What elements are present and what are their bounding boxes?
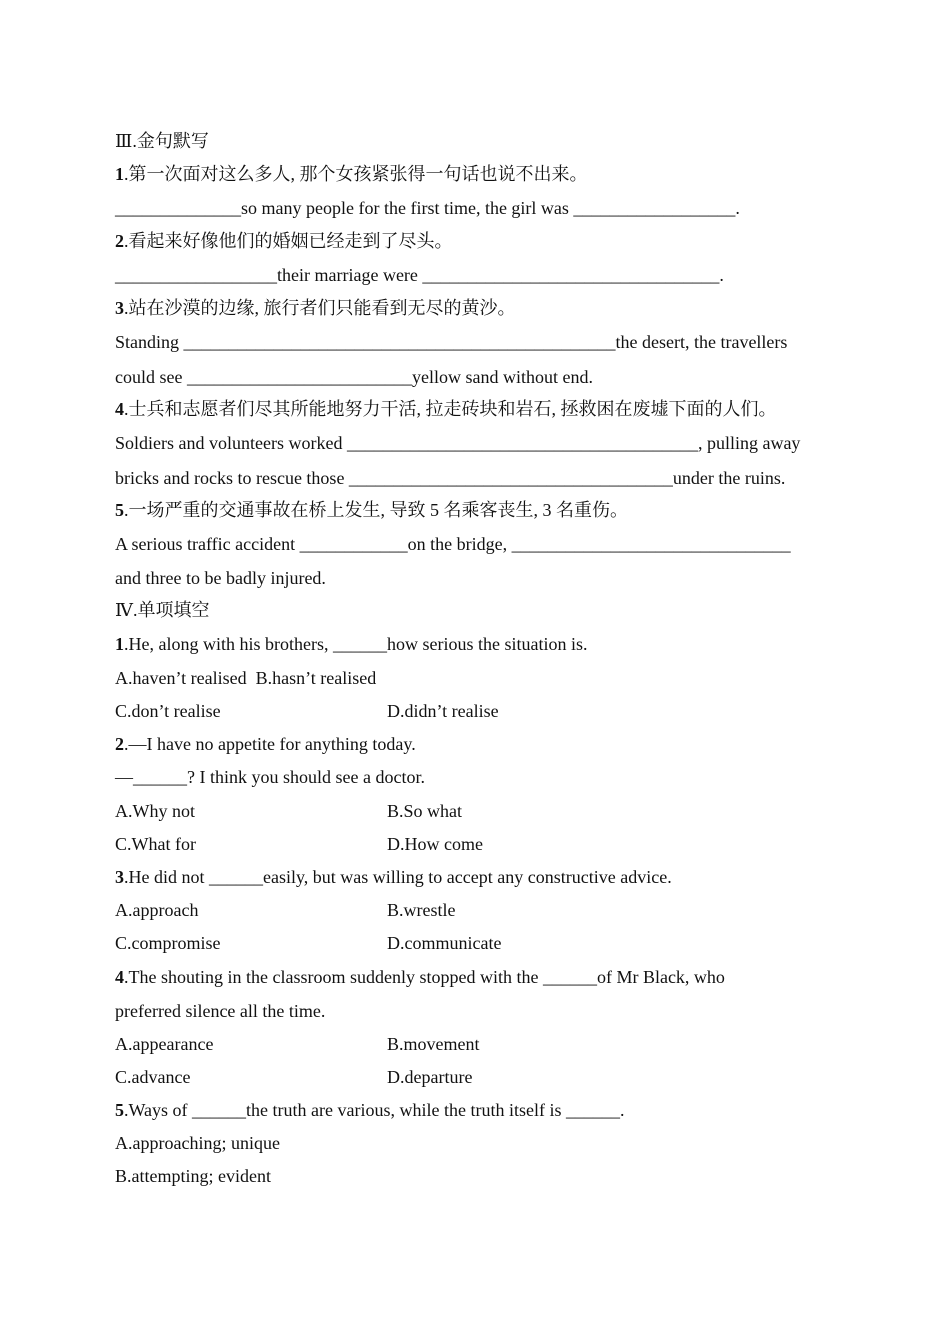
q4-stem bbox=[115, 965, 725, 989]
question-number: 5 bbox=[115, 1100, 124, 1120]
q5-stem bbox=[115, 1098, 624, 1122]
item-number: 2 bbox=[115, 231, 124, 251]
q1-options-ab: A.haven’t realised B.hasn’t realised bbox=[115, 668, 377, 688]
item-number: 4 bbox=[115, 399, 124, 419]
item-chinese: .士兵和志愿者们尽其所能地努力干活, 拉走砖块和岩石, 拯救困在废墟下面的人们。 bbox=[124, 399, 777, 419]
q1-option-d: D.didn’t realise bbox=[387, 701, 499, 721]
q5-option-a: A.approaching; unique bbox=[115, 1133, 280, 1153]
question-text: .—I have no appetite for anything today. bbox=[124, 734, 416, 754]
q4-option-b: B.movement bbox=[387, 1034, 480, 1054]
s3-item-4-en-2: bricks and rocks to rescue those ____________________________________under the ruins. bbox=[115, 468, 786, 488]
q1-stem bbox=[115, 632, 587, 656]
q2-option-c: C.What for bbox=[115, 834, 196, 854]
s3-item-5-en-1: A serious traffic accident ____________on the bridge, _______________________________ bbox=[115, 534, 791, 554]
item-number: 5 bbox=[115, 500, 124, 520]
s3-item-1-en: ______________so many people for the first time, the girl was __________________. bbox=[115, 198, 740, 218]
q2-stem-2: —______? I think you should see a doctor. bbox=[115, 767, 425, 787]
s3-item-2-en: __________________their marriage were _________________________________. bbox=[115, 265, 724, 285]
section-3-heading: Ⅲ.金句默写 bbox=[115, 131, 209, 151]
question-number: 3 bbox=[115, 867, 124, 887]
q1-option-c: C.don’t realise bbox=[115, 701, 221, 721]
question-number: 4 bbox=[115, 967, 124, 987]
s3-item-4-cn bbox=[115, 397, 777, 421]
question-text: .Ways of ______the truth are various, while the truth itself is ______. bbox=[124, 1100, 625, 1120]
question-text: .The shouting in the classroom suddenly stopped with the ______of Mr Black, who bbox=[124, 967, 725, 987]
item-chinese: .看起来好像他们的婚姻已经走到了尽头。 bbox=[124, 231, 453, 251]
q3-option-c: C.compromise bbox=[115, 933, 221, 953]
s3-item-5-en-2: and three to be badly injured. bbox=[115, 568, 326, 588]
item-number: 3 bbox=[115, 298, 124, 318]
item-number: 1 bbox=[115, 164, 124, 184]
q4-stem-2: preferred silence all the time. bbox=[115, 1001, 326, 1021]
question-text: .He did not ______easily, but was willing to accept any constructive advice. bbox=[124, 867, 672, 887]
q2-option-b: B.So what bbox=[387, 801, 463, 821]
q4-option-c: C.advance bbox=[115, 1067, 191, 1087]
q3-stem bbox=[115, 865, 672, 889]
item-chinese: .第一次面对这么多人, 那个女孩紧张得一句话也说不出来。 bbox=[124, 164, 588, 184]
q2-stem bbox=[115, 732, 416, 756]
s3-item-3-cn bbox=[115, 296, 516, 320]
s3-item-4-en-1: Soldiers and volunteers worked _______________________________________, pulling away bbox=[115, 433, 801, 453]
s3-item-2-cn bbox=[115, 229, 453, 253]
item-chinese: .一场严重的交通事故在桥上发生, 导致 5 名乘客丧生, 3 名重伤。 bbox=[124, 500, 628, 520]
q3-option-b: B.wrestle bbox=[387, 900, 456, 920]
section-4-heading: Ⅳ.单项填空 bbox=[115, 600, 210, 620]
s3-item-3-en-2: could see _________________________yellow sand without end. bbox=[115, 367, 593, 387]
q4-option-a: A.appearance bbox=[115, 1034, 214, 1054]
item-chinese: .站在沙漠的边缘, 旅行者们只能看到无尽的黄沙。 bbox=[124, 298, 516, 318]
q2-option-a: A.Why not bbox=[115, 801, 195, 821]
q3-option-a: A.approach bbox=[115, 900, 199, 920]
question-number: 1 bbox=[115, 634, 124, 654]
q2-option-d: D.How come bbox=[387, 834, 483, 854]
q4-option-d: D.departure bbox=[387, 1067, 473, 1087]
q5-option-b: B.attempting; evident bbox=[115, 1166, 271, 1186]
s3-item-3-en-1: Standing ________________________________________________the desert, the travellers bbox=[115, 332, 788, 352]
s3-item-1-cn bbox=[115, 162, 588, 186]
question-text: .He, along with his brothers, ______how serious the situation is. bbox=[124, 634, 588, 654]
s3-item-5-cn bbox=[115, 498, 628, 522]
q3-option-d: D.communicate bbox=[387, 933, 502, 953]
question-number: 2 bbox=[115, 734, 124, 754]
